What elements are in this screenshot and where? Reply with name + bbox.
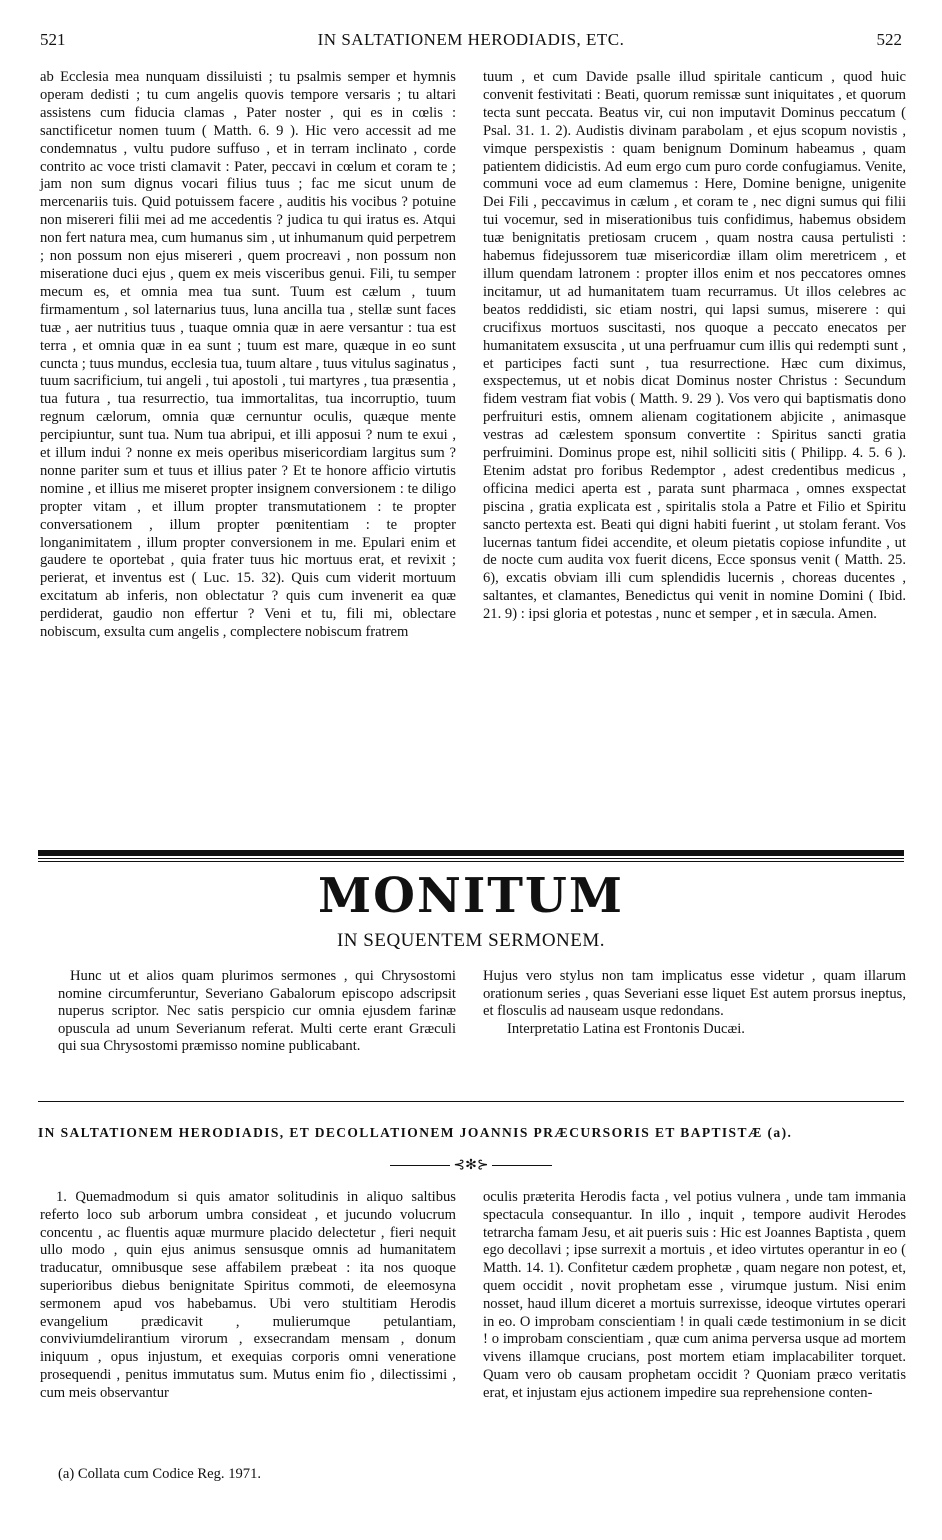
ornament-icon: ⊰✻⊱: [453, 1158, 489, 1173]
monitum-right-paragraph-1: Hujus vero stylus non tam implicatus esse videtur , quam illarum orationum series , quas Severiani esse liquet Est autem prorsus ineptus, et flosculis ad nauseam usque redondans.: [483, 968, 906, 1020]
footnote: (a) Collata cum Codice Reg. 1971.: [58, 1466, 262, 1482]
section-divider-thin: [38, 858, 904, 859]
upper-column-right: [483, 69, 906, 624]
section-divider-thin-2: [38, 861, 904, 862]
page-header: [40, 30, 902, 54]
ornament-line-right: [492, 1165, 552, 1166]
upper-column-left: [40, 69, 456, 642]
right-page-number: 522: [876, 30, 902, 49]
monitum-right-paragraph-2: Interpretatio Latina est Frontonis Ducæi.: [507, 1020, 745, 1037]
ornament-line-left: [390, 1165, 450, 1166]
sermon-divider: [38, 1101, 904, 1102]
monitum-heading: MONITUM: [318, 868, 624, 924]
left-page-number: 521: [40, 30, 66, 49]
monitum-column-right: [483, 968, 906, 1038]
running-title: IN SALTATIONEM HERODIADIS, ETC.: [317, 30, 625, 49]
section-divider-thick: [38, 850, 904, 856]
upper-right-text: tuum , et cum Davide psalle illud spiritale canticum , quod huic convenit festivitati : Beati, quorum remissæ sunt iniquitates , et quorum tecta sunt peccata. Beatus vir, cui non imputavit Dominus peccatum ( Psal. 31. 1. 2). Audistis divinam parabolam , et ejus scopum novistis , vimque perspexistis : quam benignum Dominum habeamus , quam patientem didicistis. Ad eum ergo cum puro corde confugiamus. Venite, communi voce ad eum clamemus : Here, Domine benigne, unigenite Dei Fili , peccavimus in cælum , et coram te , nec digni sumus qui filii tui vocemur, sed in miserationibus tuis confidimus, habemus obsidem tuæ benignitatis pretiosam crucem , quam nostra causa pertulisti : habemus fidejussorem tuæ misericordiæ illam olim meretricem , et illum quendam latronem : propter illos enim et nos peccatores omnes incitamur, ut ad humanitatem tuam recurramus. Ut illos celebres ac beatos reddidisti, sic etiam nostri, qui lapsi sumus, miserere : qui crucifixus mortuos suscitasti, nos quoque a peccato enecatos per humanitatem exsuscita , ut una perfruamur cum illis qui redempti sunt , et participes facti sunt , tua resurrectione. Hæc cum diximus, exspectemus, ut et nobis dicat Dominus noster Christus : Secundum fidem vestram fiat vobis ( Matth. 9. 29 ). Vos vero qui baptismatis dono perfruituri estis, omnem alienam cogitationem abjicite , animasque vestras ad cælestem sponsum convertite : Spiritus sancti gratia perfruimini. Dominus prope est, nihil solliciti sitis ( Philipp. 4. 5. 6 ). Etenim adstat pro foribus Redemptor , adest credentibus medicus , officina medici aperta est , parata sunt pharmaca , omnes exspectat piscina , gratia explicata est , spiritalis stola a Patre et Filio et Spiritu sancto pertexta est. Beati qui digni habiti fuerint , ut stolam ferant. Vos lucernas tantum fidei accendite, et oleum pietatis copiose infundite , ut de nocte cum audita vox fuerit dicens, Ecce sponsus venit ( Matth. 25. 6), excatis obviam illi cum splendidis lucernis , choreas ducentes , saltantes, et clamantes, Benedictus qui venit in nomine Domini ( Ibid. 21. 9) : ipsi gloria et potestas , nunc et semper , et in sæcula. Amen.: [483, 69, 906, 623]
upper-left-text: ab Ecclesia mea nunquam dissiluisti ; tu psalmis semper et hymnis operam dedisti ; tu cum angelis quovis tempore versaris ; tu altari assistens cum fiducia clamas , Pater noster , qui es in cœlis : sanctificetur nomen tuum ( Matth. 6. 9 ). Hic vero accessit ad me condemnatus , vultu pudore suffuso , et in terram inclinato , corde contrito ac voce tristi clamavit : Pater, peccavi in cœlum et coram te ; jam non sum dignus vocari filius tuus ; fac me sicut unum de mercenariis tuis. Quid potuissem facere , auditis his vocibus ? potuine non misereri filii mei ad me accedentis ? judica tu qui iratus es. Atqui non fert natura mea, cum humanus sim , ut inhumanum quid perpetrem ; non possum non ejus misereri , quem procreavi , non possum non miseratione duci ejus , quem ex meis visceribus genui. Fili, tu semper mecum es, et omnia mea tua sunt. Tuum est cælum , tuum firmamentum , sol laternarius tuus, luna ancilla tua , stellæ sunt faces tuæ , aer nutritius tuus , tuaque omnia quæ in aere versantur : tua est terra , et omnia quæ in ea sunt ; tuum est mare, quæque in eo sunt cuncta ; tuus mundus, ecclesia tua, tuum altare , tuus vitulus saginatus , tuum sacrificium, tui angeli , tui apostoli , tui martyres , tua præsentia , tua futura , tua resurrectio, tua immortalitas, tua incorruptio, tuum regnum cælorum, omnia quæ cernuntur oculis, quæque mente percipiuntur, sunt tua. Num tua abripui, et illi apposui ? num te exui , et illum indui ? nonne ex meis operibus misericordiam largitus sum ? nonne pariter sum et tuus et illius pater ? Et te honore afficio virtutis nomine , et illius me miseret propter insignem conversionem : te diligo propter vitam , et illum propter transmutationem : te propter conversationem , illum propter pœnitentiam : te propter longanimitatem , illum propter conversionem in me. Epulari enim et gaudere te oportebat , quia frater tuus hic mortuus erat, et revixit ; perierat, et inventus est ( Luc. 15. 32). Quis cum viderit mortuum excitatum ab inferis, non oblectatur ? quis cum invenerit ea quæ perdiderat, gaudio non effertur ? Veni et tu, fili mi, oblectare nobiscum, exsulta cum angelis , complectere nobiscum fratrem: [40, 69, 456, 641]
sermon-title: IN SALTATIONEM HERODIADIS, ET DECOLLATIONEM JOANNIS PRÆCURSORIS ET BAPTISTÆ (a).: [38, 1125, 793, 1140]
sermon-column-right: oculis præterita Herodis facta , vel potius vulnera , unde tam immania spectacula consequantur. In illo , inquit , tempore audivit Herodes tetrarcha famam Jesu, et ait pueris suis : Hic est Joannes Baptista , quem ego decollavi ; ipse surrexit a mortuis , et ideo virtutes operantur in eo ( Matth. 14. 1). Confitetur cædem prophetæ , quam negare non potest, et, quem occidit , novit prophetam esse , virumque justum. Nisi enim nosset, haud illum diceret a mortuis surrexisse, ideoque virtutes operari in eo. O improbam conscientiam ! in quali cæde testimonium in se dicit ! o improbam conscientiam , quæ cum anima perversa usque ad mortem vivens illamque crucians, post mortem etiam implacabiliter torquet. Quam vero ob causam prophetam occidit ? Quoniam præco veritatis erat, et injustam ejus actionem impedire sua reprehensione conten-: [483, 1189, 906, 1401]
monitum-subheading: IN SEQUENTEM SERMONEM.: [336, 930, 606, 951]
ornament-divider: [0, 1157, 942, 1174]
sermon-column-left: 1. Quemadmodum si quis amator solitudinis in aliquo saltibus referto loco sub arborum umbra consideat , et jucundo volucrum concentu , ac fluentis aquæ murmure placido delectetur , fieri nequit ullo modo , quin ejus animus sensusque omnis ad humanitatem traducatur, omnibusque sese affabilem præbeat : ita nos quoque superioribus diebus benignitate Spiritus commoti, de eleemosyna sermonem apud vos habebamus. Ubi vero stultitiam Herodis evangelium prædicavit , mulierumque petulantiam, conviviumdelirantium virorum , exsecrandam mensam , donum iniquum , opus injustum, et exequias corporis omni veneratione prosequendi , penitus immutatus sum. Mutus enim fio , dilectissimi , cum meis observantur: [40, 1189, 456, 1401]
monitum-column-left: Hunc ut et alios quam plurimos sermones , qui Chrysostomi nomine circumferuntur, Severiano Gabalorum episcopo adscripsit nuperus scriptor. Nec satis perspicio cur omnia ejusdem farinæ opuscula ad unum Severianum referat. Multi certe erant Græculi qui sua Chrysostomi præmisso nomine publicabant.: [58, 968, 456, 1055]
